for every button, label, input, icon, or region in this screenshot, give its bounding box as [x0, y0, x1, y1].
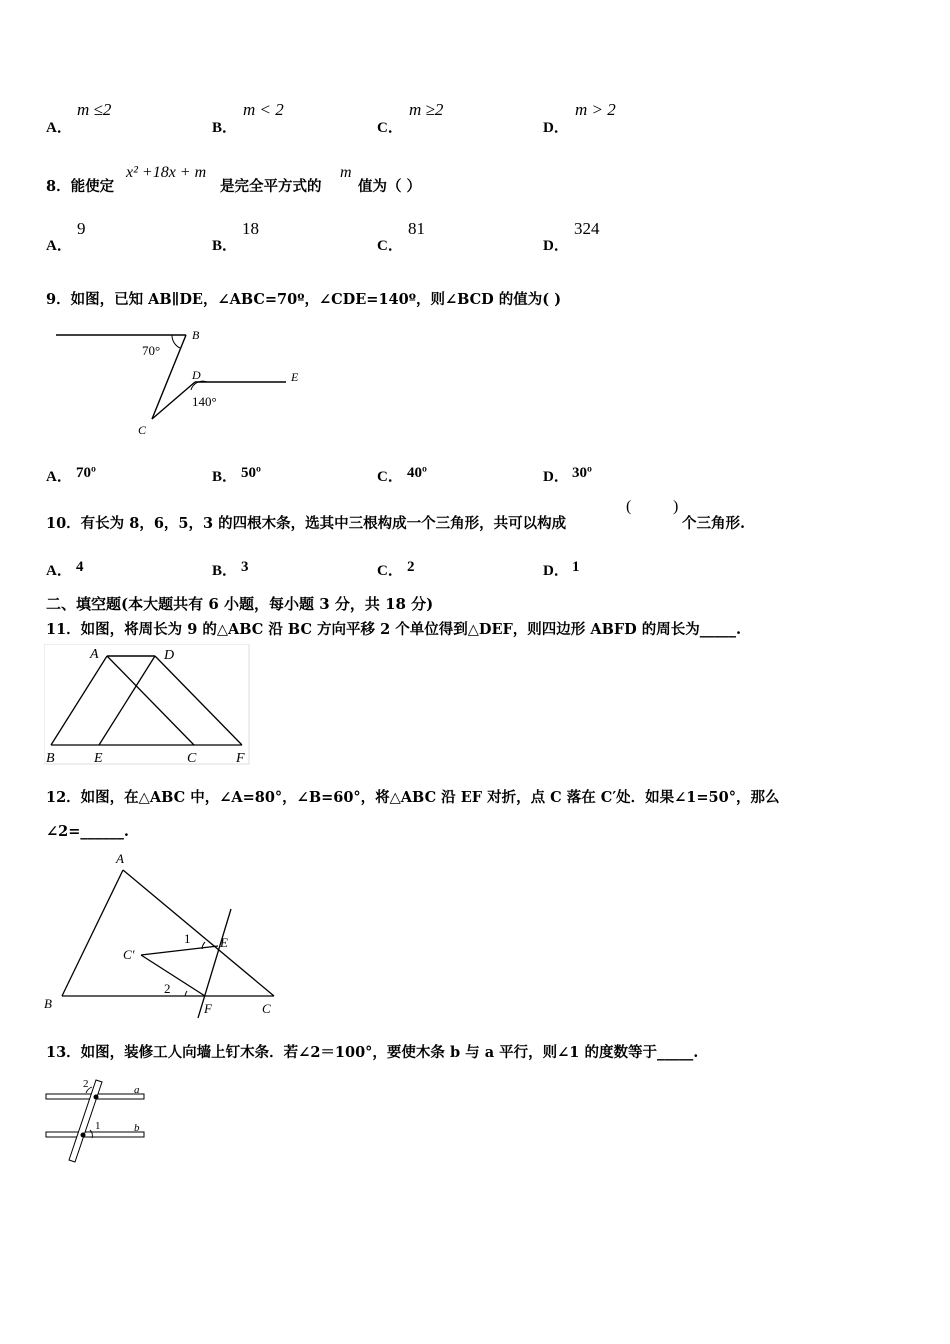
q12-label-f: F — [204, 1001, 212, 1016]
q7-option-a-value: m ≤2 — [77, 100, 112, 119]
q13-text: 13．如图，装修工人向墙上钉木条．若∠2＝100°，要使木条 b 与 a 平行，则∠1 的度数等于_____. — [46, 1044, 699, 1061]
q12-segment-c-prime-e — [141, 946, 218, 955]
q13-strip-b — [46, 1132, 144, 1137]
q8-option-a-label: A． — [46, 238, 72, 254]
q12-label-angle-2: 2 — [164, 981, 171, 996]
q11-label-b: B — [46, 751, 55, 766]
q11-segment-ab — [51, 656, 107, 745]
q12-side-ab — [62, 870, 123, 996]
q9-label-70: 70° — [142, 343, 161, 358]
q13-label-a: a — [134, 1084, 140, 1096]
q8-option-c-label: C． — [377, 238, 403, 254]
q10-option-d-label: D． — [543, 563, 569, 579]
q7-option-d-value: m > 2 — [575, 100, 616, 119]
q12-segment-c-prime-f — [141, 955, 205, 996]
q9-option-a-label: A． — [46, 469, 72, 485]
q9-option-c-value: 40º — [407, 465, 427, 481]
q12-line-2: ∠2=______. — [46, 823, 129, 840]
q10-suffix: 个三角形. — [682, 515, 746, 532]
q8-expression: x² +18x + m — [126, 164, 207, 181]
q8-option-d-value: 324 — [574, 219, 600, 238]
q8-option-c-value: 81 — [408, 219, 425, 238]
q12-label-c: C — [262, 1001, 271, 1016]
q11-figure — [44, 644, 254, 768]
q9-option-d-label: D． — [543, 469, 569, 485]
q12-label-b: B — [44, 996, 52, 1011]
q9-option-c-label: C． — [377, 469, 403, 485]
q10-paren-close: ) — [673, 498, 679, 515]
q7-option-a-label: A． — [46, 120, 72, 136]
q10-option-b-label: B． — [212, 563, 238, 579]
q8-option-d-label: D． — [543, 238, 569, 254]
q11-segment-df — [155, 656, 242, 745]
q7-option-b-value: m < 2 — [243, 100, 284, 119]
q9-option-d-value: 30º — [572, 465, 592, 481]
q10-option-c-value: 2 — [407, 559, 415, 575]
q9-text: 9．如图，已知 AB∥DE，∠ABC=70º，∠CDE=140º，则∠BCD 的值为( ) — [46, 291, 562, 308]
q13-figure — [40, 1072, 160, 1168]
q11-text: 11．如图，将周长为 9 的△ABC 沿 BC 方向平移 2 个单位得到△DEF，则四边形 ABFD 的周长为_____. — [46, 621, 742, 638]
q13-label-b: b — [134, 1122, 140, 1134]
q7-option-c-label: C． — [377, 120, 403, 136]
q13-label-2: 2 — [83, 1078, 89, 1090]
q10-prefix: 10．有长为 8，6，5，3 的四根木条，选其中三根构成一个三角形，共可以构成 — [46, 515, 567, 532]
q9-label-140: 140° — [192, 394, 217, 409]
q9-label-e: E — [291, 370, 299, 384]
q12-label-a: A — [116, 851, 124, 866]
q10-option-d-value: 1 — [572, 559, 580, 575]
q11-label-f: F — [236, 751, 245, 766]
q10-option-b-value: 3 — [241, 559, 249, 575]
q12-label-angle-1: 1 — [184, 931, 191, 946]
q10-option-a-value: 4 — [76, 559, 84, 575]
q9-label-b: B — [192, 328, 200, 342]
q12-fold-line-ef — [198, 909, 231, 1018]
q11-segment-ac — [107, 656, 194, 745]
q8-suffix: 值为（ ） — [358, 178, 422, 195]
q11-label-a: A — [90, 647, 99, 662]
q11-figure-border — [44, 644, 249, 764]
q8-variable: m — [340, 164, 352, 181]
q11-segment-de — [99, 656, 155, 745]
q9-option-b-value: 50º — [241, 465, 261, 481]
q9-line-cd — [152, 382, 195, 419]
q10-paren-open: ( — [626, 498, 632, 515]
q9-label-d: D — [192, 368, 201, 382]
q10-option-a-label: A． — [46, 563, 72, 579]
q13-nail-top — [94, 1095, 99, 1100]
q9-figure — [50, 322, 320, 442]
q7-option-d-label: D． — [543, 120, 569, 136]
q8-option-a-value: 9 — [77, 219, 86, 238]
q9-option-b-label: B． — [212, 469, 238, 485]
q11-label-d: D — [164, 648, 175, 663]
q12-line-1: 12．如图，在△ABC 中，∠A=80°，∠B=60°，将△ABC 沿 EF 对折，点 C 落在 C′处．如果∠1=50°，那么 — [46, 789, 780, 806]
q13-nail-bottom — [81, 1133, 86, 1138]
q12-label-c-prime: C′ — [123, 947, 135, 962]
q12-label-e: E — [220, 935, 228, 950]
q12-angle-arc-2 — [185, 991, 187, 996]
q12-figure — [40, 848, 290, 1020]
q11-label-c: C — [187, 751, 197, 766]
q8-option-b-value: 18 — [242, 219, 259, 238]
q7-option-b-label: B． — [212, 120, 238, 136]
q8-option-b-label: B． — [212, 238, 238, 254]
q9-label-c: C — [138, 423, 147, 437]
q8-prefix: 8．能使定 — [46, 178, 115, 195]
q11-label-e: E — [94, 751, 103, 766]
q10-option-c-label: C． — [377, 563, 403, 579]
q7-option-c-value: m ≥2 — [409, 100, 444, 119]
q9-option-a-value: 70º — [76, 465, 96, 481]
q12-side-ac — [123, 870, 274, 996]
section-2-title: 二、填空题(本大题共有 6 小题，每小题 3 分，共 18 分) — [46, 595, 434, 613]
q13-label-1: 1 — [95, 1120, 101, 1132]
q8-middle: 是完全平方式的 — [220, 178, 322, 195]
q9-angle-arc-70 — [172, 335, 180, 348]
